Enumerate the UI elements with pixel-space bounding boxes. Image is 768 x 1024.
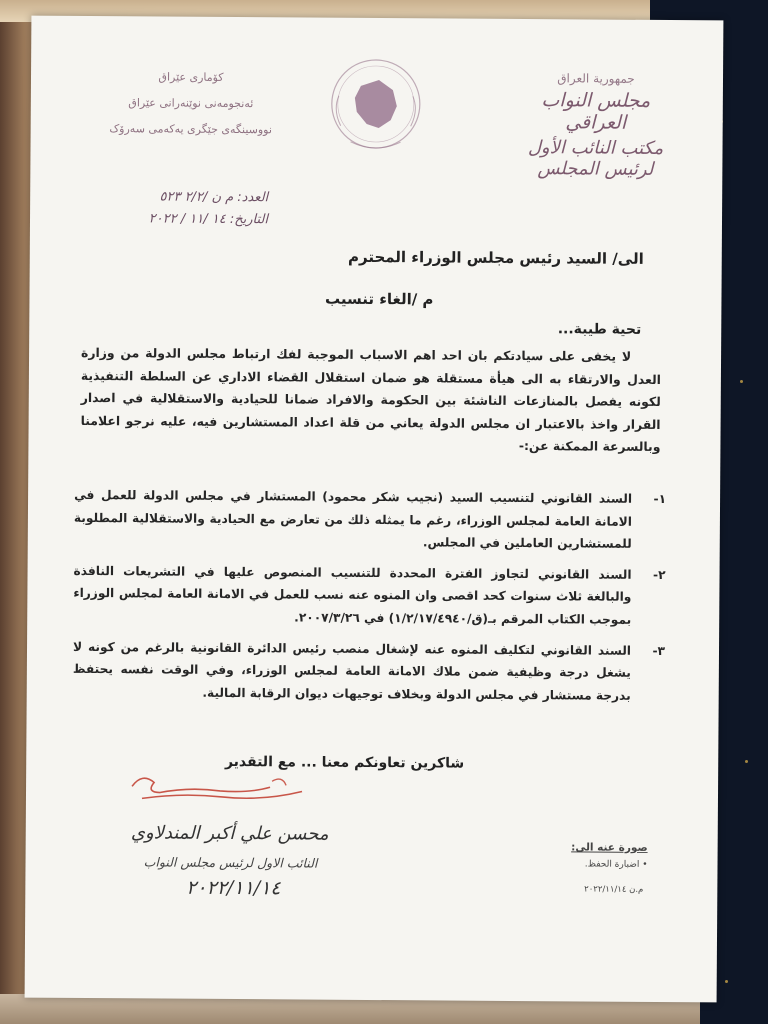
letterhead-council: مجلس النواب العراقي — [541, 89, 651, 134]
reference-number: العدد: م ن /٢/٢ ٥٢٣ — [159, 189, 269, 206]
closing-line: شاكرين تعاونكم معنا ... مع التقدير — [224, 753, 465, 772]
intro-text: لا يخفى على سيادتكم بان احد اهم الاسباب الموجبة لفك ارتباط مجلس الدولة من وزارة العدل والارتقاء به الى هيأة مستقلة هو ضمان استقلال القضاء الاداري عن السلطة التنفيذية لكونه يفصل بالمنازعات الناشئة بين الحكومة والافراد ضمانا للحيادية والاستقلالية في اصدار القرار واخذ بالاعتبار ان مجلس الدولة يعاني من قلة اعداد المستشارين فيه، عليه نرجو اعلامنا وبالسرعة الممكنة عن:- — [80, 344, 661, 455]
list-item — [73, 560, 665, 632]
letterhead-left — [91, 64, 292, 143]
letterhead-kurdish-country: كۆماری عێراق — [158, 70, 224, 84]
greeting: تحية طيبة... — [557, 321, 642, 338]
list-item-text: السند القانوني لتنسيب السيد (نجيب شكر محمود) المستشار في مجلس الدولة للعمل في الامانة العامة لمجلس الوزراء، رغم ما يمثله ذلك من تعارض مع الحيادية والاستقلالية المطلوبة للمستشارين العاملين في المجلس. — [73, 487, 633, 551]
handwritten-signature-icon — [122, 768, 322, 819]
letterhead-right — [510, 71, 681, 180]
signatory-title: النائب الاول لرئيس مجلس النواب — [143, 854, 318, 871]
letter-sheet — [25, 16, 724, 1003]
intro-paragraph — [80, 342, 661, 459]
list-item-number: ٢- — [652, 567, 666, 582]
reference-date: التاريخ: ١٤ /١١ / ٢٠٢٢ — [148, 211, 269, 228]
list-item-number: ١- — [653, 491, 667, 507]
copy-to-block — [477, 839, 647, 899]
addressee: الى/ السيد رئيس مجلس الوزراء المحترم — [347, 247, 644, 268]
list-item — [73, 635, 665, 707]
copy-to-ref: م.ن ٢٠٢٢/١١/١٤ — [584, 884, 644, 895]
letterhead-kurdish-office: نووسینگەی جێگری یەکەمی سەرۆک — [109, 122, 272, 137]
subject-line: م /الغاء تنسيب — [324, 289, 434, 309]
list-item-text: السند القانوني لتجاوز الفترة المحددة للتنسيب المنصوص عليها في التشريعات النافذة والبالغة ثلاث سنوات كحد اقصى وان المنوه عنه نسب للعمل في الامانة العامة لمجلس الوزراء بموجب الكتاب المرقم بـ(ق/١/٢/١٧/٤٩٤٠) في ٢٠٠٧/٣/٢٦. — [73, 563, 632, 627]
signatory-name: محسن علي أكبر المندلاوي — [130, 822, 329, 845]
reference-block — [88, 186, 268, 231]
letterhead-country: جمهورية العراق — [557, 71, 635, 86]
list-item-text: السند القانوني لتكليف المنوه عنه لإشغال منصب رئيس الدائرة القانونية بالرغم من كونه لا يشغل درجة وظيفية ضمن ملاك الامانة العامة لمجلس الوزراء، وفي الوقت نفسه يحتفظ بدرجة مستشار في مجلس الدولة وبخلاف توجيهات ديوان الرقابة المالية. — [72, 639, 632, 703]
letterhead-kurdish-council: ئەنجومەنی نوێنەرانی عێراق — [128, 96, 254, 111]
copy-to-item: • اضبارة الحفظ. — [584, 859, 648, 870]
request-list — [73, 484, 667, 715]
letterhead-office: مكتب النائب الأول لرئيس المجلس — [527, 137, 664, 180]
copy-to-title: صورة عنه الى: — [571, 841, 648, 854]
signature-date: ٢٠٢٢/١١/١٤ — [186, 876, 281, 900]
list-item — [74, 484, 666, 556]
parliament-seal-icon — [320, 46, 431, 159]
list-item-number: ٣- — [652, 643, 666, 658]
